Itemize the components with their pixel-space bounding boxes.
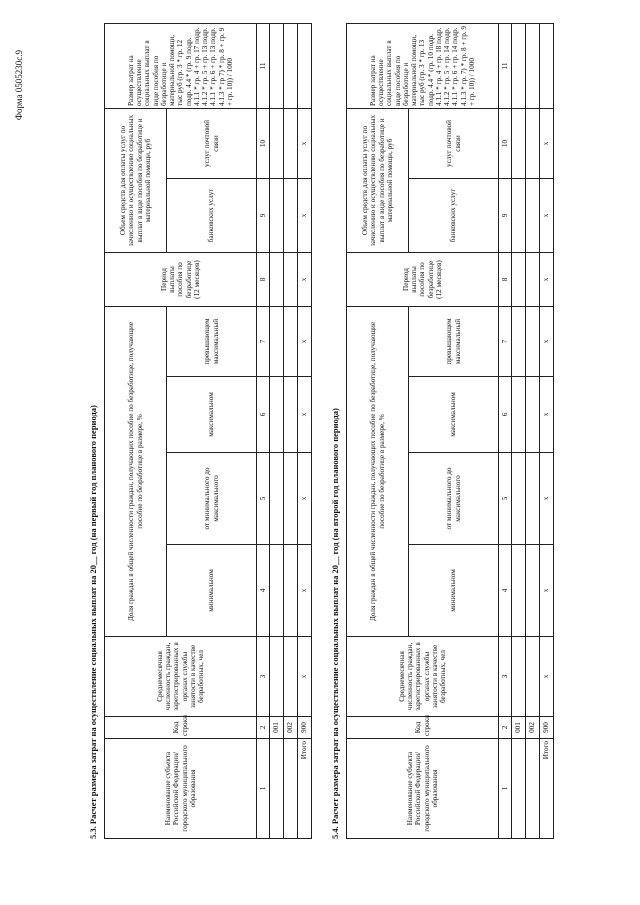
- table-row: [284, 24, 298, 839]
- cost-table-5-3: [104, 23, 312, 839]
- col-num: 3: [257, 637, 270, 717]
- data-cell[interactable]: [526, 453, 540, 545]
- header-mid: от минимального до максимального: [409, 453, 499, 545]
- x-mark: x: [298, 637, 312, 717]
- header-code: Код строки: [105, 717, 257, 739]
- col-num: 4: [499, 545, 512, 637]
- data-cell[interactable]: [526, 24, 540, 109]
- header-services: Объем средств для оплаты услуг по зачислению и осуществлению социальных выплат в виде пособия по безработице и материальной помощи, руб: [105, 109, 167, 253]
- header-over: превышающем максимальный: [167, 307, 257, 377]
- form-code: Форма 0505230с.9: [14, 50, 24, 121]
- header-services: Объем средств для оплаты услуг по зачислению и осуществлению социальных выплат в виде пособия по безработице и материальной помощи, руб: [347, 109, 409, 253]
- data-cell[interactable]: [270, 637, 284, 717]
- col-num: 4: [257, 545, 270, 637]
- code-cell: 002: [526, 717, 540, 739]
- header-name: Наименование субъекта Российской Федерации/городского муниципального образования: [347, 739, 499, 839]
- total-size-cell[interactable]: [298, 24, 312, 109]
- header-bank: банковских услуг: [409, 179, 499, 253]
- data-cell[interactable]: [512, 545, 526, 637]
- data-cell[interactable]: [512, 109, 526, 179]
- name-cell[interactable]: [526, 739, 540, 839]
- data-cell[interactable]: [284, 253, 298, 307]
- data-cell[interactable]: [284, 307, 298, 377]
- data-cell[interactable]: [526, 307, 540, 377]
- col-num: 8: [257, 253, 270, 307]
- header-bank: банковских услуг: [167, 179, 257, 253]
- data-cell[interactable]: [512, 24, 526, 109]
- data-cell[interactable]: [526, 377, 540, 453]
- x-mark: x: [540, 545, 554, 637]
- data-cell[interactable]: [284, 24, 298, 109]
- code-cell: 001: [270, 717, 284, 739]
- x-mark: x: [298, 307, 312, 377]
- data-cell[interactable]: [270, 545, 284, 637]
- col-num: 1: [499, 739, 512, 839]
- data-cell[interactable]: [284, 109, 298, 179]
- col-num: 7: [499, 307, 512, 377]
- x-mark: x: [298, 109, 312, 179]
- column-numbers-row: [257, 24, 270, 839]
- header-avg: Среднемесячная численность граждан, зарегистрированных в органах службы занятости в качестве безработных, чел: [105, 637, 257, 717]
- data-cell[interactable]: [270, 179, 284, 253]
- table-row: [526, 24, 540, 839]
- header-share: Доля граждан в общей численности граждан, получающих пособие по безработице, получающие пособие по безработице в размере, %: [105, 307, 167, 637]
- x-mark: x: [540, 453, 554, 545]
- data-cell[interactable]: [512, 377, 526, 453]
- col-num: 6: [257, 377, 270, 453]
- col-num: 9: [257, 179, 270, 253]
- header-size: Размер затрат на осуществление социальных выплат в виде пособия по безработице и материальной помощи, тыс руб (гр. 3 * гр. 12 подр. 4.4 * (гр. 9 подр. 4.1.1 * гр. 4 + гр. 17 подр. 4.1.2 * гр. 5 + гр. 13 подр. 4.1.1 * гр. 6 + гр. 13 подр. 4.1.3 * гр 7) * гр. 8 + гр. 9 + гр. 10)) / 1000: [105, 24, 257, 109]
- data-cell[interactable]: [270, 253, 284, 307]
- table-row: [512, 24, 526, 839]
- header-post: услуг почтовой связи: [167, 109, 257, 179]
- code-cell: 002: [284, 717, 298, 739]
- x-mark: x: [298, 377, 312, 453]
- col-num: 2: [257, 717, 270, 739]
- data-cell[interactable]: [284, 545, 298, 637]
- data-cell[interactable]: [512, 179, 526, 253]
- total-code: 900: [298, 717, 312, 739]
- header-min: минимальном: [167, 545, 257, 637]
- x-mark: x: [540, 179, 554, 253]
- col-num: 11: [257, 24, 270, 109]
- total-label: Итого: [298, 739, 312, 839]
- header-over: превышающем максимальный: [409, 307, 499, 377]
- x-mark: x: [540, 109, 554, 179]
- col-num: 2: [499, 717, 512, 739]
- data-cell[interactable]: [270, 377, 284, 453]
- table-caption-5-4: 5.4. Расчет размера затрат на осуществление социальных выплат на 20__ год (на второй год планового периода): [330, 408, 340, 839]
- data-cell[interactable]: [284, 453, 298, 545]
- header-post: услуг почтовой связи: [409, 109, 499, 179]
- data-cell[interactable]: [512, 637, 526, 717]
- data-cell[interactable]: [270, 453, 284, 545]
- total-code: 900: [540, 717, 554, 739]
- col-num: 5: [499, 453, 512, 545]
- data-cell[interactable]: [284, 179, 298, 253]
- data-cell[interactable]: [512, 253, 526, 307]
- col-num: 7: [257, 307, 270, 377]
- x-mark: x: [540, 377, 554, 453]
- name-cell[interactable]: [284, 739, 298, 839]
- data-cell[interactable]: [526, 253, 540, 307]
- header-period: Период выплаты пособия по безработице (12 месяцев): [347, 253, 499, 307]
- col-num: 10: [257, 109, 270, 179]
- name-cell[interactable]: [512, 739, 526, 839]
- header-avg: Среднемесячная численность граждан, зарегистрированных в органах службы занятости в качестве безработных, чел: [347, 637, 499, 717]
- col-num: 3: [499, 637, 512, 717]
- header-max: максимальном: [409, 377, 499, 453]
- header-period: Период выплаты пособия по безработице (12 месяцев): [105, 253, 257, 307]
- column-numbers-row: [499, 24, 512, 839]
- col-num: 11: [499, 24, 512, 109]
- total-size-cell[interactable]: [540, 24, 554, 109]
- header-size: Размер затрат на осуществление социальных выплат в виде пособия по безработице и материальной помощи, тыс руб (гр. 3 * гр. 13 подр. 4.4 * (гр. 10 подр. 4.1.1 * гр. 4 + гр. 18 подр. 4.1.2 * гр. 5 + гр. 14 подр. 4.1.1 * гр. 6 + гр. 14 подр. 4.1.3 * гр. 7) * гр. 8 + гр. 9 + гр. 10)) / 1000: [347, 24, 499, 109]
- data-cell[interactable]: [526, 545, 540, 637]
- data-cell[interactable]: [526, 637, 540, 717]
- col-num: 6: [499, 377, 512, 453]
- header-max: максимальном: [167, 377, 257, 453]
- cost-table-5-4: [346, 23, 554, 839]
- header-share: Доля граждан в общей численности граждан, получающих пособие по безработице, получающие пособие по безработице в размере, %: [347, 307, 409, 637]
- col-num: 5: [257, 453, 270, 545]
- data-cell[interactable]: [284, 637, 298, 717]
- x-mark: x: [298, 453, 312, 545]
- name-cell[interactable]: [270, 739, 284, 839]
- x-mark: x: [540, 307, 554, 377]
- total-row: [298, 24, 312, 839]
- col-num: 9: [499, 179, 512, 253]
- table-row: [270, 24, 284, 839]
- code-cell: 001: [512, 717, 526, 739]
- col-num: 1: [257, 739, 270, 839]
- data-cell[interactable]: [512, 453, 526, 545]
- col-num: 10: [499, 109, 512, 179]
- x-mark: x: [540, 637, 554, 717]
- x-mark: x: [540, 253, 554, 307]
- data-cell[interactable]: [270, 307, 284, 377]
- table-caption-5-3: 5.3. Расчет размера затрат на осуществление социальных выплат на 20__ год (на первый год планового периода): [88, 405, 98, 839]
- col-num: 8: [499, 253, 512, 307]
- header-min: минимальном: [409, 545, 499, 637]
- total-row: [540, 24, 554, 839]
- data-cell[interactable]: [270, 109, 284, 179]
- data-cell[interactable]: [526, 109, 540, 179]
- data-cell[interactable]: [284, 377, 298, 453]
- x-mark: x: [298, 179, 312, 253]
- x-mark: x: [298, 545, 312, 637]
- total-label: Итого: [540, 739, 554, 839]
- data-cell[interactable]: [270, 24, 284, 109]
- header-name: Наименование субъекта Российской Федерации/городского муниципального образования: [105, 739, 257, 839]
- x-mark: x: [298, 253, 312, 307]
- data-cell[interactable]: [526, 179, 540, 253]
- header-mid: от минимального до максимального: [167, 453, 257, 545]
- data-cell[interactable]: [512, 307, 526, 377]
- header-code: Код строки: [347, 717, 499, 739]
